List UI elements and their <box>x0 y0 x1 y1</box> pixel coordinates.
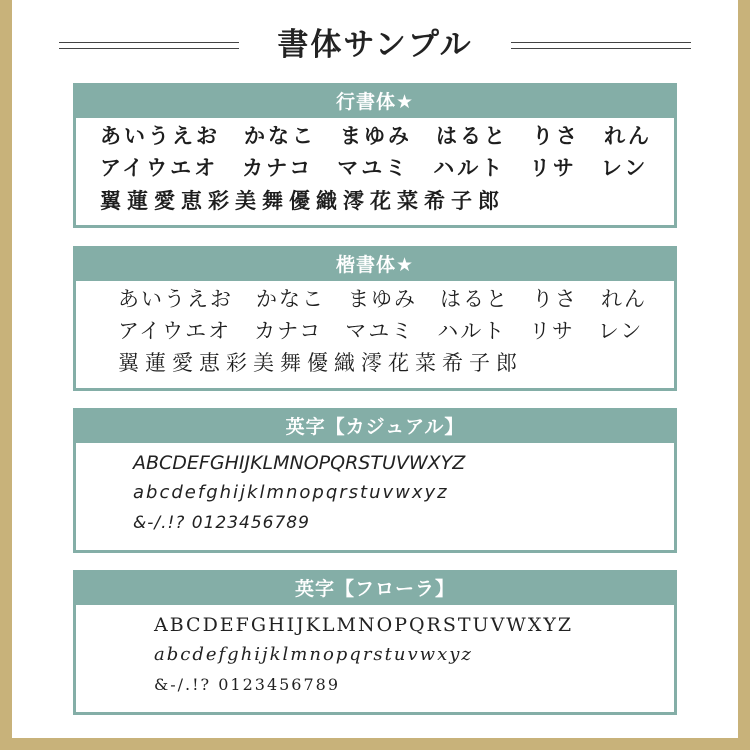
font-card-gyosho <box>73 83 677 228</box>
page-heading <box>12 22 738 70</box>
heading-rule-left <box>59 42 239 49</box>
page-title: 書体サンプル <box>277 27 473 63</box>
sample-line-symbols-digits: &-/.!? 0123456789 <box>133 513 310 533</box>
font-card-label: 楷書体★ <box>76 249 674 281</box>
sample-line-kanji: 翼蓮愛恵彩美舞優織澪花菜希子郎 <box>118 351 523 375</box>
sample-line-uppercase: ABCDEFGHIJKLMNOPQRSTUVWXYZ <box>133 452 466 474</box>
sample-line-hiragana: あいうえお かなこ まゆみ はると りさ れん <box>118 287 647 311</box>
sample-line-katakana: アイウエオ カナコ マユミ ハルト リサ レン <box>100 155 649 180</box>
sample-line-lowercase: abcdefghijklmnopqrstuvwxyz <box>154 644 473 665</box>
font-card-label: 行書体★ <box>76 86 674 118</box>
sample-line-symbols-digits: &-/.!? 0123456789 <box>154 675 341 694</box>
heading-rule-right <box>511 42 691 49</box>
font-card-label: 英字【カジュアル】 <box>76 411 674 443</box>
sample-line-katakana: アイウエオ カナコ マユミ ハルト リサ レン <box>118 319 644 343</box>
sample-line-kanji: 翼蓮愛恵彩美舞優織澪花菜希子郎 <box>100 188 505 213</box>
font-card-casual <box>73 408 677 553</box>
font-sample-area <box>76 281 674 388</box>
font-sample-area <box>76 118 674 225</box>
sample-line-hiragana: あいうえお かなこ まゆみ はると りさ れん <box>100 123 652 148</box>
font-card-flora <box>73 570 677 715</box>
sample-line-lowercase: abcdefghijklmnopqrstuvwxyz <box>133 482 449 503</box>
font-sample-area <box>76 605 674 712</box>
font-card-kaisho <box>73 246 677 391</box>
page <box>12 0 738 738</box>
font-card-label: 英字【フローラ】 <box>76 573 674 605</box>
sample-line-uppercase: ABCDEFGHIJKLMNOPQRSTUVWXYZ <box>154 614 574 636</box>
font-sample-area <box>76 443 674 550</box>
